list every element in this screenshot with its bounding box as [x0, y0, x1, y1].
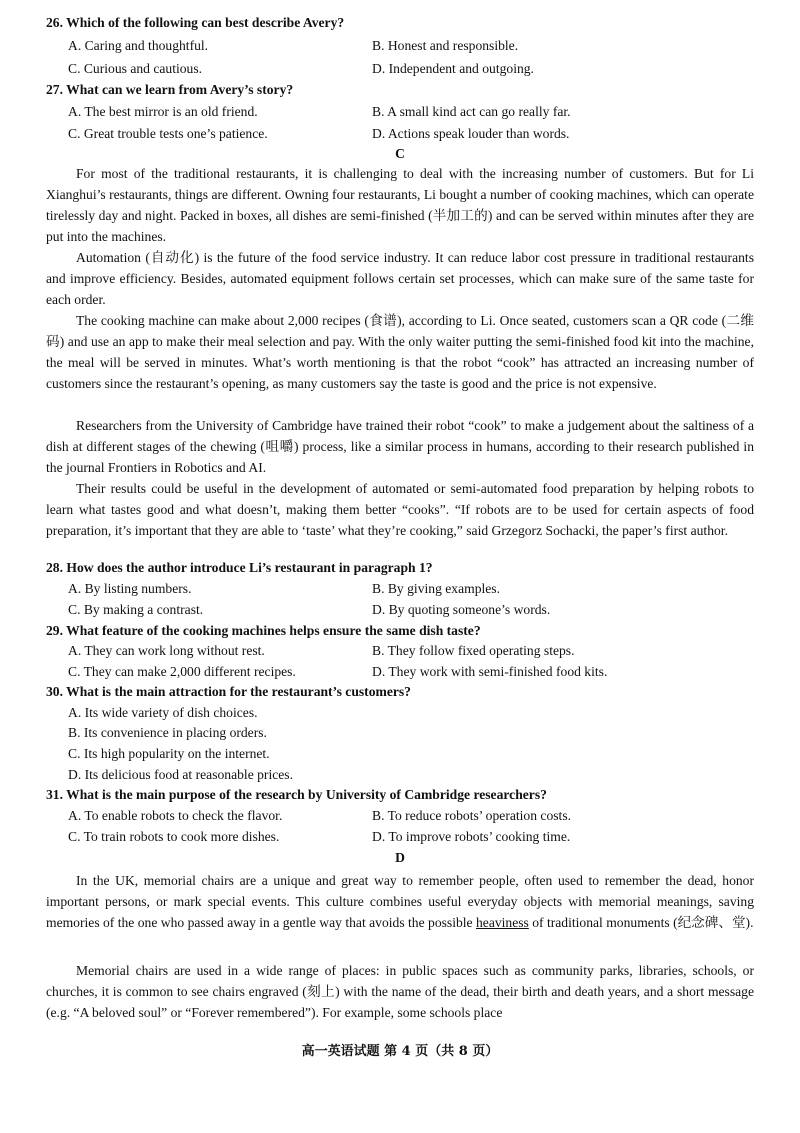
- question-27-option-c: C. Great trouble tests one’s patience.: [68, 126, 268, 141]
- passage-c-paragraph-5: Their results could be useful in the development of automated or semi-automated food preparation by helping robots to learn what tastes good and what doesn’t, making them better “cooks”. “If robots are to be used for certain aspects of food preparation, it’s important that they are able to ‘taste’ what they’re cooking,” said Grzegorz Sochacki, the paper’s first author.: [46, 481, 754, 538]
- passage-d-paragraph-1-text: In the UK, memorial chairs are a unique and great way to remember people, often used to remember the dead, honor important persons, or mark special events. This culture combines useful everyday objects with memorial meanings, saving memories of the one who passed away in a gentle way that avoids the possible: [46, 873, 754, 930]
- passage-c-paragraph-3: The cooking machine can make about 2,000 recipes (食谱), according to Li. Once seated, customers scan a QR code (二维码) and use an app to make their meal selection and pay. With the only waiter putting the semi-finished food kit into the machine, the meal will be served in minutes. What’s worth mentioning is that the robot “cook” has attracted an increasing number of customers since the restaurant’s opening, as many customers say the taste is good and the price is not expensive.: [46, 313, 754, 391]
- section-heading-d: D: [395, 850, 405, 865]
- page-footer: 高一英语试题 第 4 页（共 8 页）: [301, 1044, 499, 1059]
- question-27-stem: 27. What can we learn from Avery’s story?: [46, 82, 294, 97]
- question-27-option-a: A. The best mirror is an old friend.: [68, 104, 258, 119]
- passage-d-paragraph-2: Memorial chairs are used in a wide range of places: in public spaces such as community parks, libraries, schools, or churches, it is common to see chairs engraved (刻上) with the name of the dead, their birth and death years, and a short message (e.g. “A beloved soul” or “Forever remembered”). For example, some schools place: [46, 963, 754, 1020]
- question-26-option-d: D. Independent and outgoing.: [372, 61, 534, 76]
- question-27-option-b: B. A small kind act can go really far.: [372, 104, 571, 119]
- question-31-stem: 31. What is the main purpose of the research by University of Cambridge researchers?: [46, 787, 547, 802]
- question-28-option-d: D. By quoting someone’s words.: [372, 602, 551, 617]
- passage-d-paragraph-1: [46, 870, 754, 933]
- question-28-option-b: B. By giving examples.: [372, 581, 500, 596]
- question-28-option-a: A. By listing numbers.: [68, 581, 192, 596]
- question-31-option-b: B. To reduce robots’ operation costs.: [372, 808, 572, 823]
- question-30-option-c: C. Its high popularity on the internet.: [68, 746, 270, 761]
- question-30-option-b: B. Its convenience in placing orders.: [68, 725, 267, 740]
- question-29-option-a: A. They can work long without rest.: [68, 643, 265, 658]
- passage-c-paragraph-4: Researchers from the University of Cambridge have trained their robot “cook” to make a judgement about the saltiness of a dish at different stages of the chewing (咀嚼) process, like a similar process in humans, according to their research published in the journal Frontiers in Robotics and AI.: [46, 418, 754, 475]
- passage-c-paragraph-2: Automation (自动化) is the future of the food service industry. It can reduce labor cost pressure in traditional restaurants and improve efficiency. Besides, automated equipment follows certain set processes, which can make sure of the same taste for each order.: [46, 250, 754, 307]
- passage-c-paragraph-1: For most of the traditional restaurants, it is challenging to deal with the increasing number of customers. But for Li Xianghui’s restaurants, things are different. Owning four restaurants, Li bought a number of cooking machines, which can operate tirelessly day and night. Packed in boxes, all dishes are semi-finished (半加工的) and can be served within minutes after they are put into the machines.: [46, 166, 754, 244]
- question-28-option-c: C. By making a contrast.: [68, 602, 204, 617]
- question-29-option-b: B. They follow fixed operating steps.: [372, 643, 575, 658]
- question-26-option-c: C. Curious and cautious.: [68, 61, 203, 76]
- underlined-word-heaviness: heaviness: [475, 915, 529, 930]
- question-30-option-a: A. Its wide variety of dish choices.: [68, 705, 258, 720]
- question-31-option-d: D. To improve robots’ cooking time.: [372, 829, 571, 844]
- question-31-option-c: C. To train robots to cook more dishes.: [68, 829, 280, 844]
- question-30-stem: 30. What is the main attraction for the restaurant’s customers?: [46, 684, 411, 699]
- question-30-option-d: D. Its delicious food at reasonable prices.: [68, 767, 293, 782]
- question-26-option-b: B. Honest and responsible.: [372, 38, 519, 53]
- question-26-option-a: A. Caring and thoughtful.: [68, 38, 209, 53]
- question-29-option-c: C. They can make 2,000 different recipes.: [68, 664, 296, 679]
- question-26-stem: 26. Which of the following can best describe Avery?: [46, 15, 345, 30]
- question-29-option-d: D. They work with semi-finished food kits.: [372, 664, 608, 679]
- question-28-stem: 28. How does the author introduce Li’s restaurant in paragraph 1?: [46, 560, 433, 575]
- question-31-option-a: A. To enable robots to check the flavor.: [68, 808, 283, 823]
- question-27-option-d: D. Actions speak louder than words.: [372, 126, 570, 141]
- question-29-stem: 29. What feature of the cooking machines helps ensure the same dish taste?: [46, 623, 481, 638]
- section-heading-c: C: [395, 146, 405, 161]
- passage-d-paragraph-1-tail: of traditional monuments (纪念碑、堂).: [528, 915, 754, 930]
